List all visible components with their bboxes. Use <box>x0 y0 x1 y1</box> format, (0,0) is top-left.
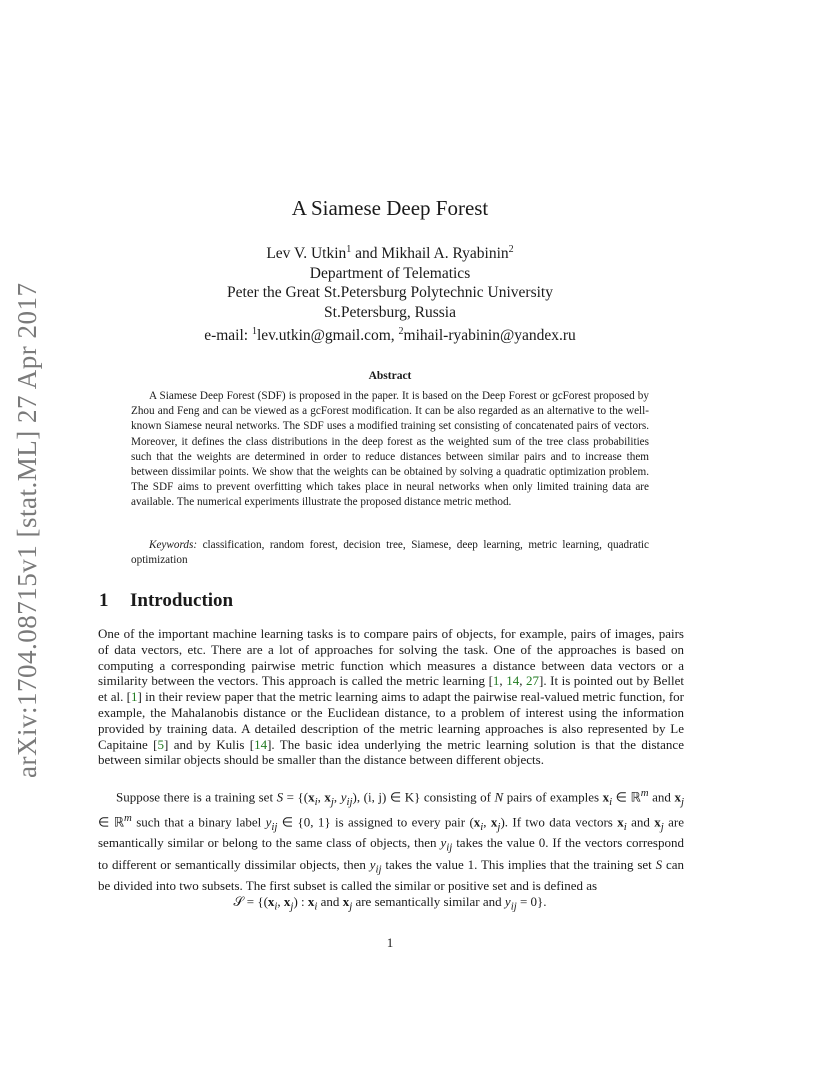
citation-link[interactable]: 27 <box>526 673 539 689</box>
email-1-mark: 1 <box>251 326 257 338</box>
intro-paragraph-2 <box>98 786 684 894</box>
arxiv-stamp: arXiv:1704.08715v1 [stat.ML] 27 Apr 2017 <box>12 282 42 778</box>
math-symbol: x <box>342 894 350 909</box>
math-symbol: x <box>283 894 291 909</box>
author-2-affiliation-mark: 2 <box>508 244 514 255</box>
math-subscript: j <box>660 820 664 833</box>
intro-paragraph-1 <box>98 626 684 768</box>
math-symbol: x <box>674 789 681 805</box>
text-run: pairs of examples <box>503 789 603 805</box>
citation-link[interactable]: 1 <box>131 689 138 705</box>
text-run: ∈ ℝ <box>98 814 124 830</box>
page-number: 1 <box>386 935 394 950</box>
text-run: ), (i, j) ∈ K} consisting of <box>352 789 495 805</box>
keywords-text: classification, random forest, decision tree, Siamese, deep learning, metric learning, quadratic optimization <box>131 539 649 567</box>
equation-part: 𝒮 = {( <box>233 894 268 909</box>
text-run: , <box>499 673 507 689</box>
author-1: Lev V. Utkin <box>266 245 347 263</box>
section-title: Introduction <box>130 590 234 611</box>
math-symbol: y <box>340 789 347 805</box>
author-block <box>0 240 780 346</box>
email-1: lev.utkin@gmail.com, <box>256 327 399 345</box>
math-symbol: x <box>267 894 275 909</box>
text-run: ∈ ℝ <box>612 789 641 805</box>
math-symbol: y <box>504 894 511 909</box>
math-symbol: y <box>265 814 272 830</box>
math-subscript: j <box>290 900 294 913</box>
text-run: ]. It is pointed out by Bellet et al. [ <box>98 673 685 705</box>
author-1-affiliation-mark: 1 <box>346 244 352 255</box>
equation-part: and <box>317 894 343 909</box>
math-subscript: i <box>314 795 318 808</box>
email-2: mihail-ryabinin@yandex.ru <box>403 327 576 345</box>
text-run: ] in their review paper that the metric learning aims to adapt the pairwise real-valued metric function, for example, the Mahalanobis distance or the Euclidean distance, to a problem of interest using the information provided by training data. A detailed description of the metric learning approaches is also represented by Le Capitaine [ <box>98 689 685 752</box>
math-subscript: j <box>680 795 684 808</box>
math-symbol: y <box>369 856 376 872</box>
email-prefix: e-mail: <box>204 327 252 345</box>
text-run: takes the value 0. If the vectors correspond to different or semantically dissimilar objects, then <box>98 835 684 872</box>
equation-part: = 0}. <box>516 894 547 909</box>
math-subscript: i <box>480 820 484 833</box>
text-run: and <box>626 814 655 830</box>
text-run: , <box>317 789 325 805</box>
math-symbol: x <box>654 814 661 830</box>
math-symbol: x <box>307 894 315 909</box>
equation-part: ) : <box>293 894 308 909</box>
math-symbol: x <box>602 789 610 805</box>
equation-similar-set <box>0 894 780 913</box>
abstract-text: A Siamese Deep Forest (SDF) is proposed in the paper. It is based on the Deep Forest or gcForest proposed by Zhou and Feng and can be viewed as a gcForest modification. It can be also regarded as an alternative to the well-known Siamese neural networks. The SDF uses a modified training set consisting of concatenated pairs of vectors. Moreover, it defines the class distributions in the deep forest as the weighted sum of the tree class probabilities such that the weights are determined in order to reduce distances between similar pairs and to increase them between dissimilar points. We show that the weights can be obtained by solving a quadratic optimization problem. The SDF aims to prevent overfitting which takes place in neural networks when only limited training data are available. The numerical experiments illustrate the proposed distance metric method. <box>131 390 649 509</box>
section-heading <box>99 590 233 612</box>
department: Department of Telematics <box>309 264 471 282</box>
text-run: ∈ {0, 1} is assigned to every pair ( <box>277 814 474 830</box>
city: St.Petersburg, Russia <box>324 303 456 321</box>
text-run: Suppose there is a training set <box>116 789 277 805</box>
math-symbol: x <box>308 789 315 805</box>
math-subscript: j <box>330 795 334 808</box>
math-subscript: ij <box>271 820 278 833</box>
math-symbol: x <box>473 814 481 830</box>
section-number: 1 <box>99 590 109 611</box>
math-symbol: y <box>440 835 447 851</box>
text-run: One of the important machine learning tasks is to compare pairs of objects, for example, pairs of images, pairs of data vectors, etc. There are a lot of approaches for solving the task. One of the approaches is based on computing a corresponding pairwise metric function which measures a distance between data vectors or a similarity between the vectors. This approach is called the metric learning [ <box>98 626 684 689</box>
math-symbol: S <box>276 789 284 805</box>
math-subscript: i <box>314 900 318 913</box>
equation-part: , <box>277 894 284 909</box>
math-subscript: ij <box>375 863 382 876</box>
text-run: and <box>648 789 675 805</box>
math-subscript: j <box>497 820 501 833</box>
text-run: , <box>333 789 341 805</box>
paper-title: A Siamese Deep Forest <box>291 196 489 220</box>
math-superscript: m <box>640 787 649 799</box>
citation-link[interactable]: 14 <box>254 736 268 752</box>
text-run: are semantically similar or belong to the same class of objects, then <box>98 814 685 851</box>
text-run: , <box>483 814 491 830</box>
math-superscript: m <box>124 811 132 824</box>
math-symbol: x <box>324 789 331 805</box>
math-symbol: x <box>617 814 624 830</box>
text-run: ] and by Kulis [ <box>164 736 255 752</box>
text-run: takes the value 1. This implies that the training set <box>381 856 656 872</box>
citation-link[interactable]: 14 <box>506 673 520 689</box>
keywords-label: Keywords: <box>149 539 198 551</box>
math-subscript: ij <box>346 795 353 808</box>
equation-part: are semantically similar and <box>352 894 505 909</box>
math-subscript: ij <box>510 900 517 913</box>
email-line <box>0 322 780 346</box>
text-run: ]. The basic idea underlying the metric learning solution is that the distance between similar objects should be smaller than the distance between different objects. <box>98 736 684 768</box>
author-conjunction: and <box>351 245 382 263</box>
text-run: = {( <box>283 789 309 805</box>
text-run: can be divided into two subsets. The first subset is called the similar or positive set and is defined as <box>98 856 684 894</box>
author-line <box>0 240 780 264</box>
text-run: ). If two data vectors <box>500 814 618 830</box>
math-symbol: x <box>490 814 498 830</box>
math-subscript: i <box>609 795 613 808</box>
math-subscript: ij <box>446 842 453 855</box>
university: Peter the Great St.Petersburg Polytechnic University <box>226 284 553 302</box>
citation-link[interactable]: 5 <box>157 736 165 752</box>
abstract-heading: Abstract <box>368 370 412 382</box>
email-2-mark: 2 <box>398 326 404 338</box>
math-subscript: i <box>623 820 627 833</box>
keywords <box>131 538 649 568</box>
citation-link[interactable]: 1 <box>492 673 500 689</box>
math-subscript: j <box>349 900 353 913</box>
author-2: Mikhail A. Ryabinin <box>381 245 509 263</box>
text-run: such that a binary label <box>131 814 266 830</box>
math-symbol: N <box>494 789 504 805</box>
math-subscript: i <box>274 900 278 913</box>
math-symbol: S <box>655 856 663 872</box>
text-run: , <box>519 673 526 689</box>
